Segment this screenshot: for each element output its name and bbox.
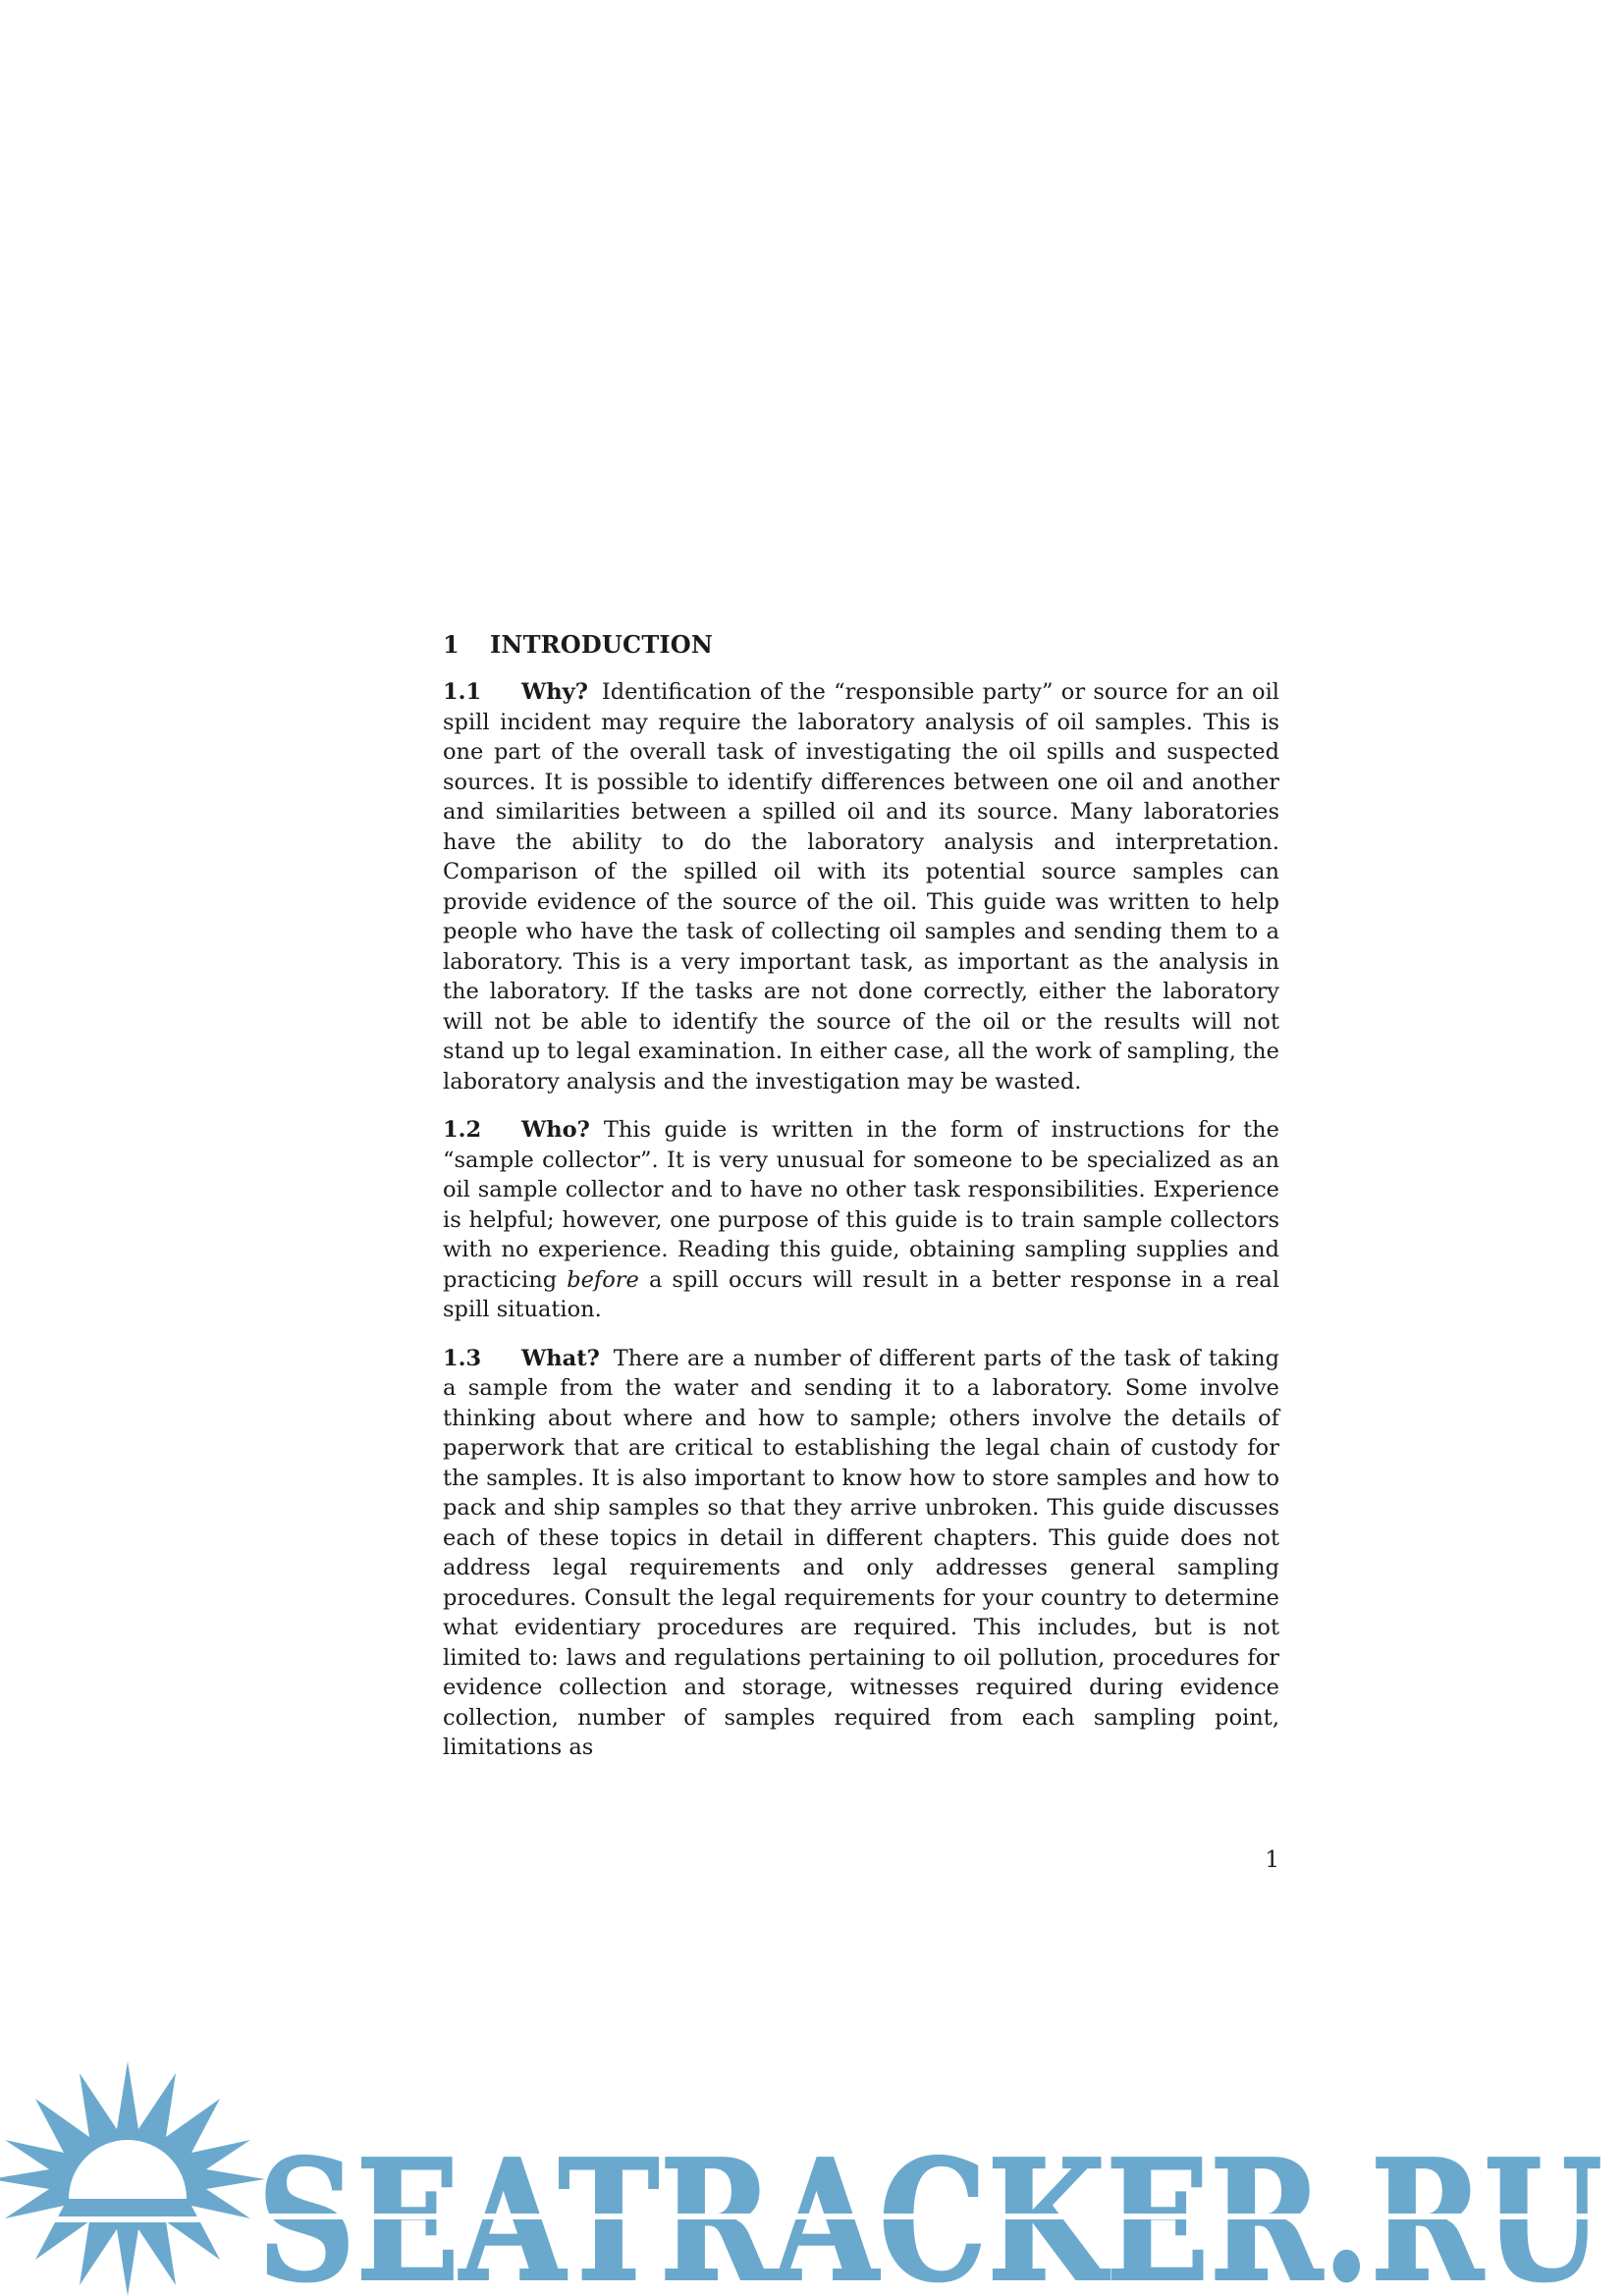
- section-text-continued: a spill occurs will result in a better response in a real spill situation.: [443, 1266, 1280, 1322]
- section-who: [443, 1115, 1279, 1325]
- section-text: Identification of the “responsible party” or source for an oil spill incident may require the laboratory analysis of oil samples. This is one part of the overall task of investigating the oil spills and suspected sources. It is possible to identify differences between one oil and another and similarities between a spilled oil and its source. Many laboratories have the ability to do the laboratory analysis and interpretation. Comparison of the spilled oil with its potential source samples can provide evidence of the source of the oil. This guide was written to help people who have the task of collecting oil samples and sending them to a laboratory. This is a very important task, as important as the analysis in the laboratory. If the tasks are not done correctly, either the laboratory will not be able to identify the source of the oil or the results will not stand up to legal examination. In either case, all the work of sampling, the laboratory analysis and the investigation may be wasted.: [443, 679, 1279, 1095]
- section-number: 1.3: [443, 1345, 482, 1371]
- section-why: [443, 677, 1279, 1096]
- section-title: Why?: [521, 679, 588, 705]
- section-title: What?: [521, 1345, 600, 1371]
- section-text: This guide is written in the form of instructions for the “sample collector”. It is very unusual for someone to be specialized as an oil sample collector and to have no other task responsibilities. Experience is helpful; however, one purpose of this guide is to train sample collectors with no experience. Reading this guide, obtaining sampling supplies and practicing: [443, 1117, 1279, 1293]
- chapter-title: INTRODUCTION: [490, 630, 714, 659]
- chapter-heading: [443, 628, 1279, 662]
- page-number: 1: [1265, 1847, 1279, 1873]
- document-body: [443, 628, 1279, 1782]
- section-text: There are a number of different parts of the task of taking a sample from the water and sending it to a laboratory. Some involve thinking about where and how to sample; others involve the details of paperwork that are critical to establishing the legal chain of custody for the samples. It is also important to know how to store samples and how to pack and ship samples so that they arrive unbroken. This guide discusses each of these topics in detail in different chapters. This guide does not address legal requirements and only addresses general sampling procedures. Consult the legal requirements for your country to determine what evidentiary procedures are required. This includes, but is not limited to: laws and regulations pertaining to oil pollution, procedures for evidence collection and storage, witnesses required during evidence collection, number of samples required from each sampling point, limitations as: [443, 1345, 1279, 1760]
- watermark-graphic: [0, 2052, 1624, 2296]
- section-number: 1.2: [443, 1117, 482, 1143]
- section-number: 1.1: [443, 679, 482, 705]
- watermark: [0, 2052, 1624, 2296]
- watermark-text: SEATRACKER.RU: [257, 2123, 1602, 2296]
- sun-rays-icon: [0, 2061, 265, 2296]
- section-title: Who?: [521, 1117, 590, 1143]
- section-what: [443, 1344, 1279, 1763]
- section-emphasis: before: [567, 1266, 639, 1293]
- chapter-number: 1: [443, 630, 460, 659]
